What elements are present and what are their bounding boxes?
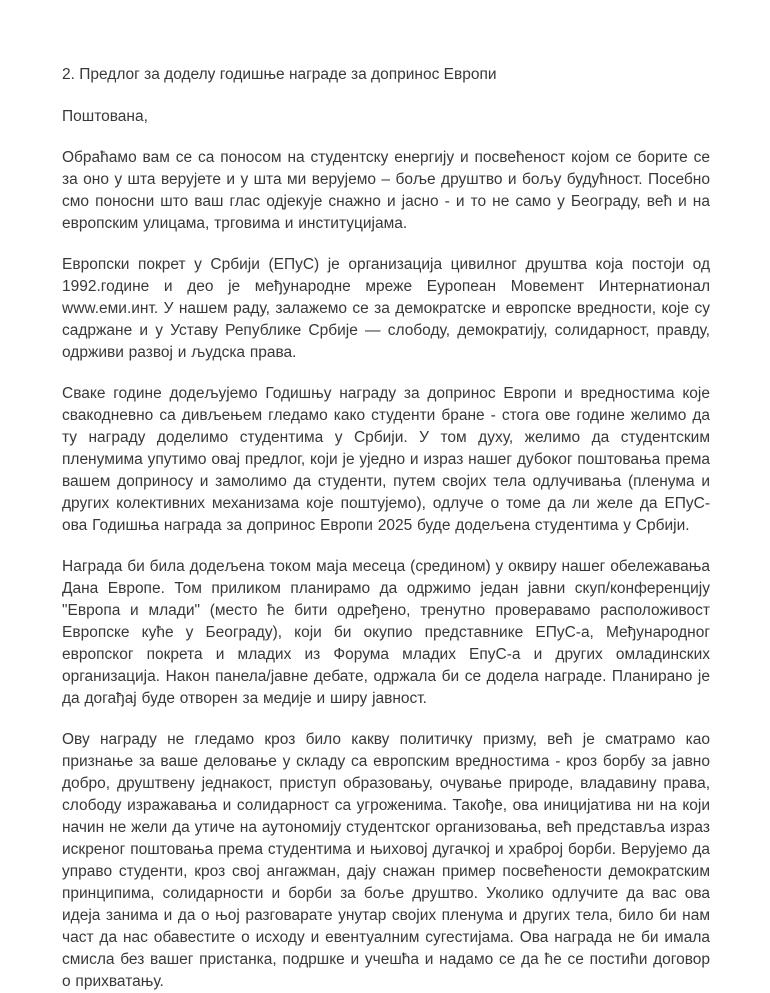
paragraph-award-proposal: Сваке године додељујемо Годишњу награду за допринос Европи и вредностима које свакодневно са дивљењем гледамо како студенти бране - стога ове године желимо да ту награду доделимо студентима у Србији. У том духу, желимо да студентским пленумима упутимо овај предлог, који је уједно и израз нашег дубоког поштовања према вашем доприносу и замолимо да студенти, путем својих тела одлучивања (пленума и других колективних механизама које поштујемо), одлуче о томе да ли желе да ЕПуС-ова Годишња награда за допринос Европи 2025 буде додељена студентима у Србији. <box>62 385 710 534</box>
salutation-line: Поштована, <box>62 108 148 125</box>
paragraph-closing: Ову награду не гледамо кроз било какву политичку призму, већ је сматрамо као признање за ваше деловање у складу са европским вредностима - кроз борбу за јавно добро, друштвену једнакост, приступ образовању, очување природе, владавину права, слободу изражавања и солидарност са угроженима. Такође, ова иницијатива ни на који начин не жели да утиче на аутономију студентског организовања, већ представља израз искреног поштовања према студентима и њиховој дугачкој и храброј борби. Верујемо да управо студенти, кроз свој ангажман, дају снажан пример посвећености демократским принципима, солидарности и борби за боље друштво. Уколико одлучите да вас ова идеја занима и да о њој разговарате унутар својих пленума и других тела, било би нам част да нас обавестите о исходу и евентуалним сугестијама. Ова награда не би имала смисла без вашег пристанка, подршке и учешћа и надамо се да ће се постићи договор о прихватању. <box>62 731 710 990</box>
paragraph-ceremony-plan: Награда би била додељена током маја месеца (средином) у оквиру нашег обележавања Дана Европе. Том приликом планирамо да одржимо један јавни скуп/конференцију "Европа и млади" (место ће бити одређено, тренутно проверавамо расположивост Европске куће у Београду), који би окупио представнике ЕПуС-а, Међународног европског покрета и младих из Форума младих ЕпуС-а и других омладинских организација. Након панела/јавне дебате, одржала би се додела награде. Планирано је да догађај буде отворен за медије и ширу јавност. <box>62 558 710 707</box>
paragraph-about-epus: Европски покрет у Србији (ЕПуС) је организација цивилног друштва која постоји од 1992.године и део је међународне мреже Еуропеан Мовемент Интернатионал www.еми.инт. У нашем раду, залажемо се за демократске и европске вредности, које су садржане и у Уставу Републике Србије — слободу, демократију, солидарност, правду, одрживи развој и људска права. <box>62 256 710 361</box>
paragraph-intro: Обраћамо вам се са поносом на студентску енергију и посвећеност којом се борите се за оно у шта верујете и у шта ми верујемо – боље друштво и бољу будућност. Посебно смо поносни што ваш глас одјекује снажно и јасно - и то не само у Београду, већ и на европским улицама, трговима и институцијама. <box>62 149 710 232</box>
document-title: 2. Предлог за доделу годишње награде за допринос Европи <box>62 66 497 83</box>
